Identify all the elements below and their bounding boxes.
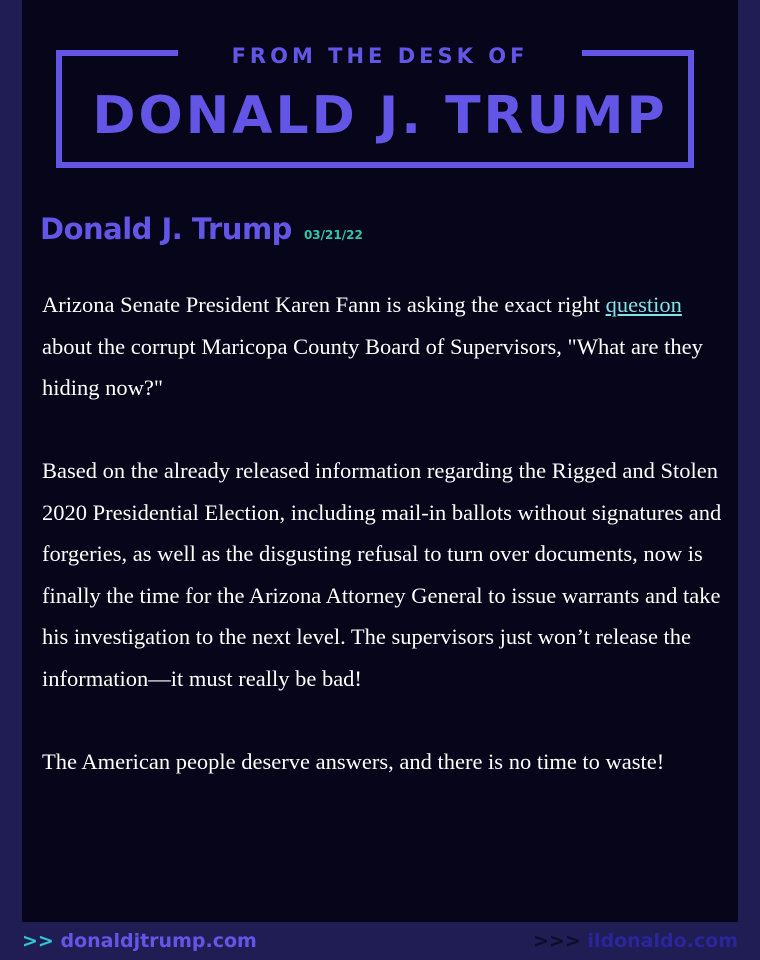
header-kicker: FROM THE DESK OF: [231, 44, 529, 68]
post-paragraph-1-start: Arizona Senate President Karen Fann is asking the exact right: [42, 292, 606, 317]
post-body: [42, 284, 732, 824]
question-link[interactable]: question: [605, 292, 682, 317]
post-paragraph-1-end: about the corrupt Maricopa County Board of Supervisors, "What are they hiding now?": [42, 333, 703, 400]
footer-site-left: donaldjtrump.com: [60, 930, 257, 952]
post-paragraph-1: [42, 284, 732, 409]
post-paragraph-2: Based on the already released information regarding the Rigged and Stolen 2020 Presidential Election, including mail-in ballots without signatures and forgeries, as well as the disgusting refusal to turn over documents, now is finally the time for the Arizona Attorney General to issue warrants and take his investigation to the next level. The supervisors just won’t release the information—it must really be bad!: [42, 458, 722, 691]
post-author: Donald J. Trump: [40, 212, 292, 246]
post-paragraph-3: The American people deserve answers, and there is no time to waste!: [42, 748, 665, 774]
footer-source-link[interactable]: [22, 924, 257, 958]
footer-arrows-right: >>>: [533, 930, 581, 952]
footer-site-right: ildonaldo.com: [587, 930, 738, 952]
post-meta: [40, 212, 363, 252]
footer-arrows-left: >>: [22, 930, 54, 952]
footer-watermark: [533, 924, 738, 958]
post-date: 03/21/22: [303, 228, 363, 242]
header-title: DONALD J. TRUMP: [92, 86, 668, 146]
